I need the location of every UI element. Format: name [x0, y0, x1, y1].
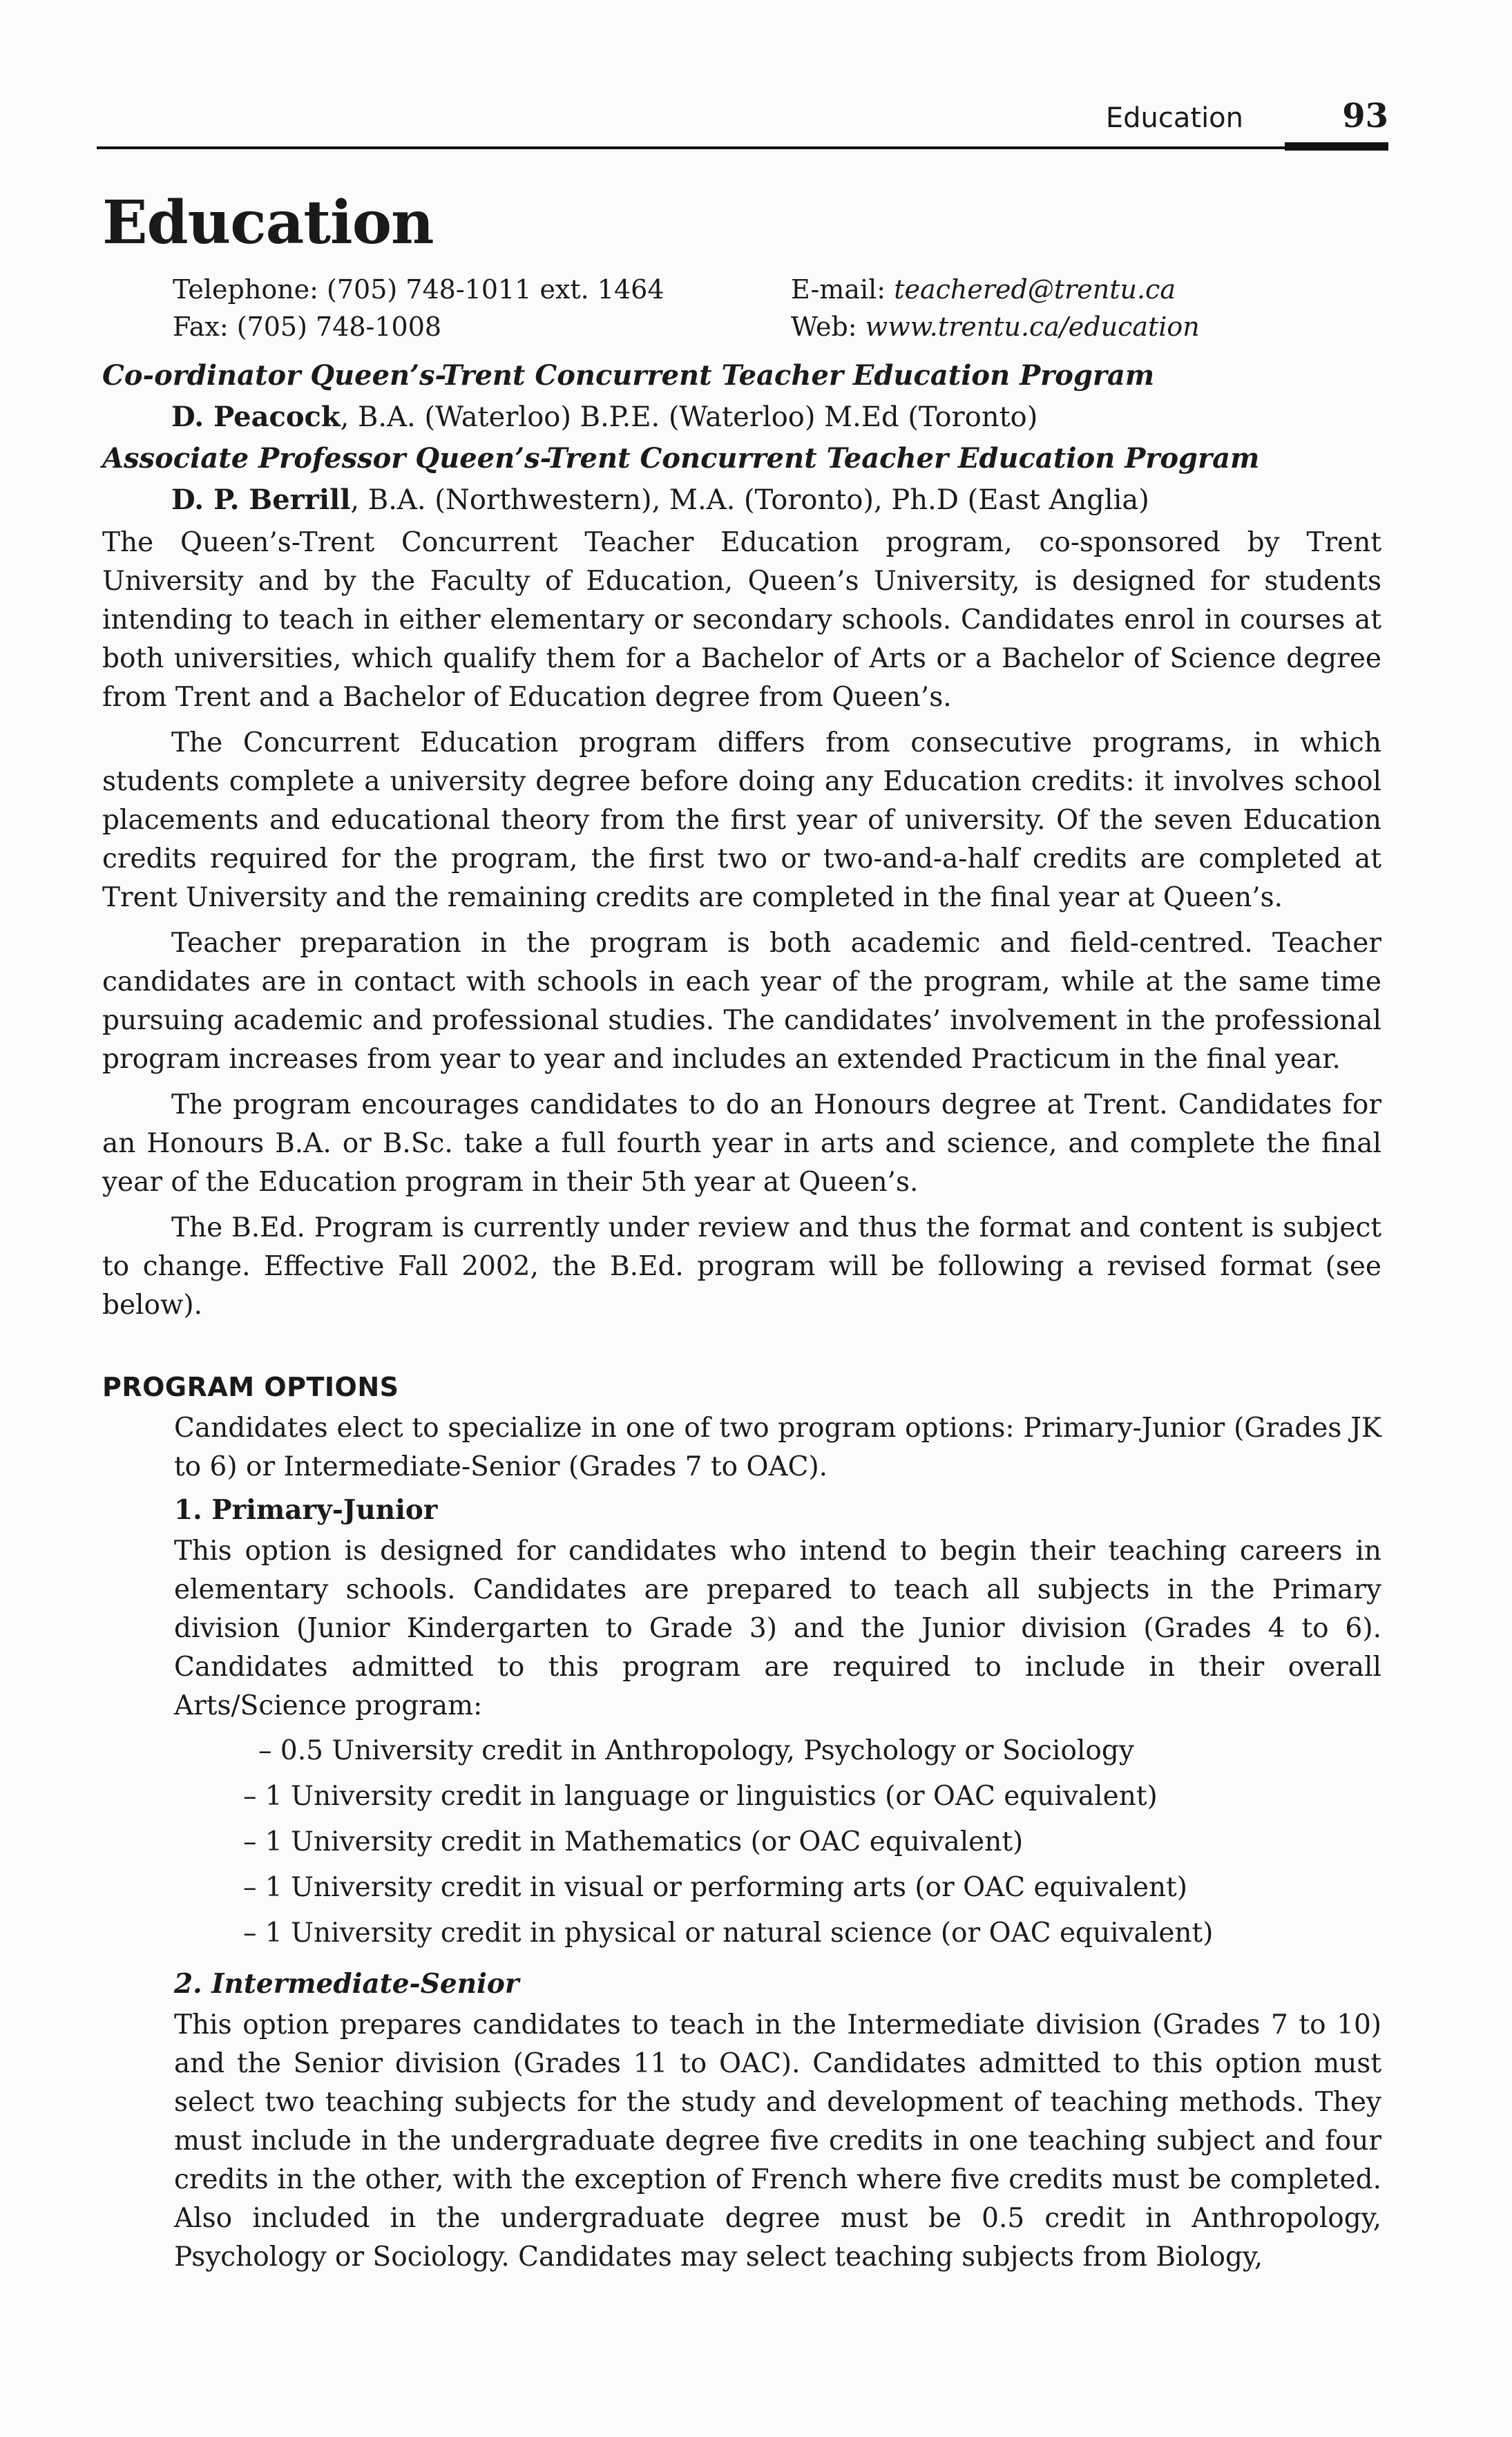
program-options-section	[174, 1409, 1381, 2277]
web-link[interactable]: www.trentu.ca/education	[865, 312, 1200, 342]
staff-credentials: , B.A. (Waterloo) B.P.E. (Waterloo) M.Ed (Toronto)	[340, 401, 1038, 433]
page-header	[97, 97, 1388, 152]
page-title: Education	[102, 188, 434, 258]
list-item: – 1 University credit in visual or performing arts (or OAC equivalent)	[243, 1865, 1381, 1911]
staff-person	[102, 396, 1387, 438]
list-item: – 0.5 University credit in Anthropology, Psychology or Sociology	[243, 1728, 1381, 1774]
page-number: 93	[1342, 97, 1388, 135]
list-item: – 1 University credit in physical or natural science (or OAC equivalent)	[243, 1911, 1381, 1956]
body-text	[102, 524, 1381, 2280]
list-item: – 1 University credit in Mathematics (or OAC equivalent)	[243, 1819, 1381, 1865]
paragraph: The Queen’s-Trent Concurrent Teacher Education program, co-sponsored by Trent University and by the Faculty of Education, Queen’s University, is designed for students intending to teach in either elementary or secondary schools. Candidates enrol in courses at both universities, which qualify them for a Bachelor of Arts or a Bachelor of Science degree from Trent and a Bachelor of Education degree from Queen’s.	[102, 527, 1381, 713]
paragraph: The B.Ed. Program is currently under review and thus the format and content is subject to change. Effective Fall 2002, the B.Ed. program will be following a revised format (see below).	[102, 1212, 1381, 1321]
running-title: Education	[1105, 102, 1243, 134]
program-options-heading: PROGRAM OPTIONS	[102, 1372, 399, 1402]
staff-name: D. Peacock	[171, 401, 341, 433]
paragraph: Teacher preparation in the program is both academic and field-centred. Teacher candidates are in contact with schools in each year of the program, while at the same time pursuing academic and professional studies. The candidates’ involvement in the professional program increases from year to year and includes an extended Practicum in the final year.	[102, 928, 1381, 1075]
staff-credentials: , B.A. (Northwestern), M.A. (Toronto), Ph.D (East Anglia)	[350, 484, 1149, 516]
contact-block	[173, 271, 1347, 345]
staff-role: Associate Professor Queen’s-Trent Concurrent Teacher Education Program	[102, 442, 1260, 475]
telephone: Telephone: (705) 748-1011 ext. 1464	[173, 274, 664, 305]
staff-list	[102, 355, 1387, 521]
primary-junior-text: This option is designed for candidates who intend to begin their teaching careers in elementary schools. Candidates are prepared to teach all subjects in the Primary division (Junior Kindergarten to Grade 3) and the Junior division (Grades 4 to 6). Candidates admitted to this program are required to include in their overall Arts/Science program:	[174, 1536, 1381, 1721]
paragraph: The Concurrent Education program differs from consecutive programs, in which students complete a university degree before doing any Education credits: it involves school placements and educational theory from the first year of university. Of the seven Education credits required for the program, the first two or two-and-a-half credits are completed at Trent University and the remaining credits are completed in the final year at Queen’s.	[102, 727, 1381, 913]
staff-person	[102, 479, 1387, 521]
primary-junior-heading: 1. Primary-Junior	[174, 1494, 438, 1526]
staff-role: Co-ordinator Queen’s-Trent Concurrent Teacher Education Program	[102, 359, 1155, 392]
intermediate-senior-text: This option prepares candidates to teach in the Intermediate division (Grades 7 to 10) and the Senior division (Grades 11 to OAC). Candidates admitted to this option must select two teaching subjects for the study and development of teaching methods. They must include in the undergraduate degree five credits in one teaching subject and four credits in the other, with the exception of French where five credits must be completed. Also included in the undergraduate degree must be 0.5 credit in Anthropology, Psychology or Sociology. Candidates may select teaching subjects from Biology,	[174, 2009, 1381, 2273]
email-label: E-mail:	[791, 274, 886, 305]
header-rule-tab	[1285, 142, 1388, 151]
fax: Fax: (705) 748-1008	[173, 312, 442, 342]
email-link[interactable]: teachered@trentu.ca	[894, 274, 1176, 305]
requirements-list	[174, 1728, 1381, 1956]
paragraph: The program encourages candidates to do an Honours degree at Trent. Candidates for an Honours B.A. or B.Sc. take a full fourth year in arts and science, and complete the final year of the Education program in their 5th year at Queen’s.	[102, 1089, 1381, 1198]
header-rule	[97, 146, 1388, 149]
program-options-intro: Candidates elect to specialize in one of two program options: Primary-Junior (Grades JK to 6) or Intermediate-Senior (Grades 7 to OAC).	[174, 1413, 1381, 1482]
web-label: Web:	[791, 312, 857, 342]
intermediate-senior-heading: 2. Intermediate-Senior	[174, 1968, 519, 2000]
list-item: – 1 University credit in language or linguistics (or OAC equivalent)	[243, 1774, 1381, 1819]
staff-name: D. P. Berrill	[171, 484, 351, 516]
